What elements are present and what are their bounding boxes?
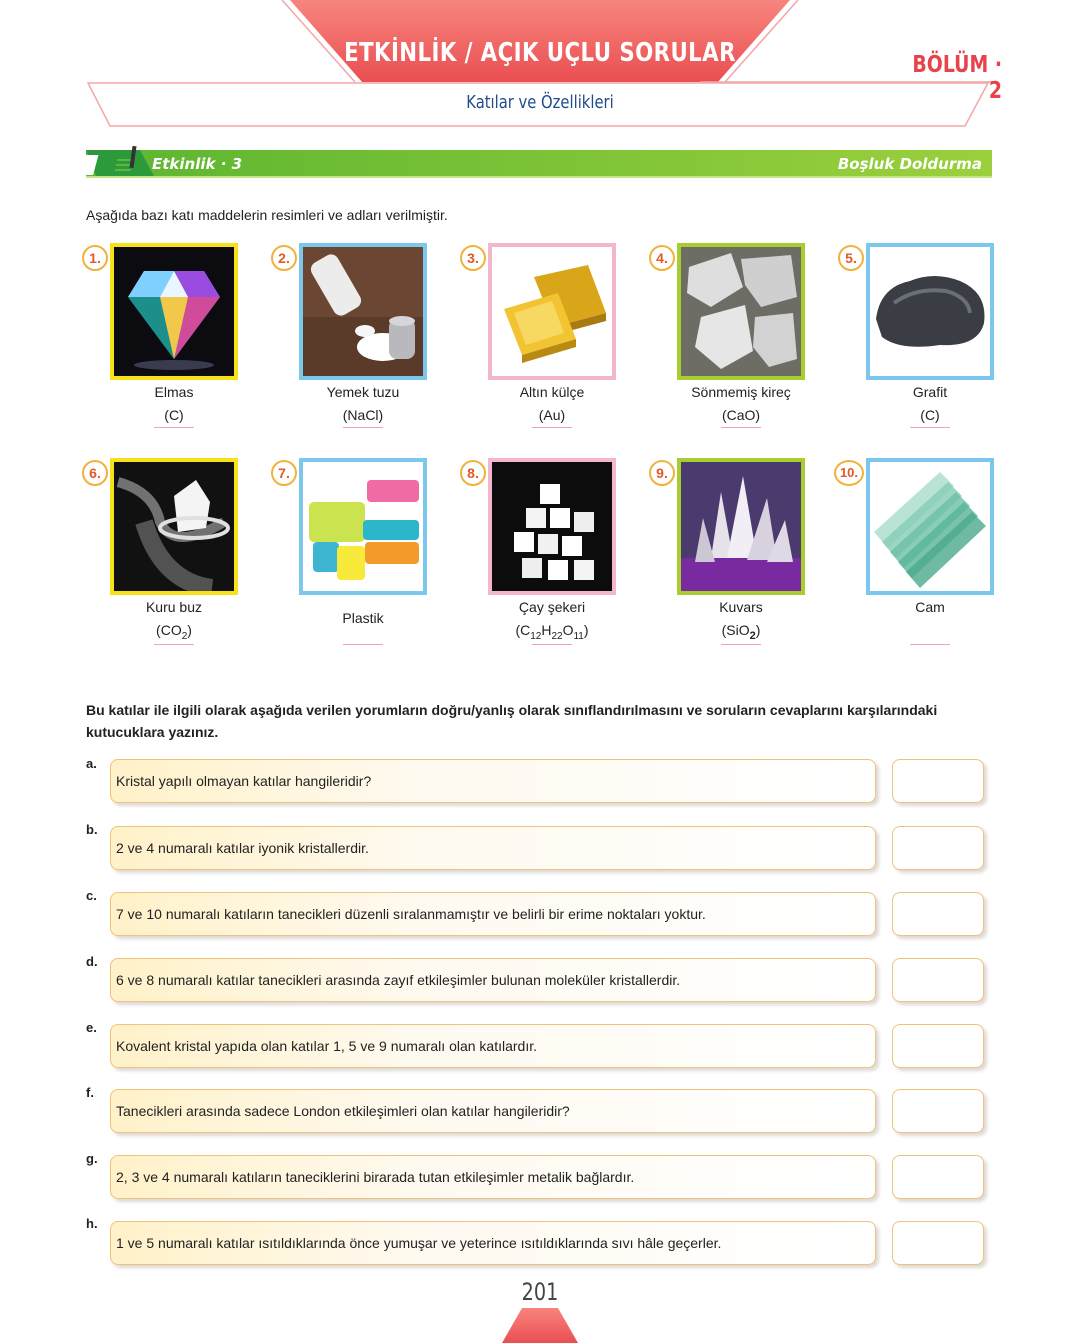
diamond-image <box>110 243 238 380</box>
gold-bar-image <box>488 243 616 380</box>
underline <box>154 644 194 645</box>
question-letter: f. <box>86 1085 94 1100</box>
answer-box[interactable] <box>892 1089 984 1133</box>
salt-image <box>299 243 427 380</box>
question-letter: b. <box>86 822 98 837</box>
solid-number: 9. <box>649 460 675 486</box>
underline <box>343 644 383 645</box>
intro-text: Aşağıda bazı katı maddelerin resimleri ve adları verilmiştir. <box>86 207 448 223</box>
solid-number: 1. <box>82 245 108 271</box>
question-text: Tanecikleri arasında sadece London etkileşimleri olan katılar hangileridir? <box>116 1103 570 1119</box>
underline <box>154 427 194 428</box>
question-box <box>110 759 876 803</box>
question-letter: d. <box>86 954 98 969</box>
chapter-label: BÖLÜM · 2 <box>912 52 1002 104</box>
solid-name: Altın külçe <box>519 384 585 400</box>
underline <box>721 644 761 645</box>
underline <box>532 427 572 428</box>
quartz-image <box>677 458 805 595</box>
question-letter: a. <box>86 756 97 771</box>
question-text: 2 ve 4 numaralı katılar iyonik kristallerdir. <box>116 840 369 856</box>
solid-name: Elmas <box>154 384 194 400</box>
solid-number: 7. <box>271 460 297 486</box>
solid-number: 10. <box>834 460 864 486</box>
question-box <box>110 958 876 1002</box>
question-letter: c. <box>86 888 97 903</box>
plastic-containers-image <box>299 458 427 595</box>
underline <box>532 644 572 645</box>
page-header-title: ETKİNLİK / AÇIK UÇLU SORULAR <box>344 38 736 68</box>
solid-formula: (C) <box>164 407 184 423</box>
activity-type: Boşluk Doldurma <box>837 155 982 173</box>
underline <box>910 644 950 645</box>
question-text: Kovalent kristal yapıda olan katılar 1, 5 ve 9 numaralı olan katılardır. <box>116 1038 538 1054</box>
question-box <box>110 1221 876 1265</box>
answer-box[interactable] <box>892 759 984 803</box>
dry-ice-image <box>110 458 238 595</box>
solid-number: 3. <box>460 245 486 271</box>
question-text: 7 ve 10 numaralı katıların tanecikleri düzenli sıralanmamıştır ve belirli bir erime noktaları yoktur. <box>116 906 706 922</box>
solid-number: 6. <box>82 460 108 486</box>
question-box <box>110 826 876 870</box>
solid-name: Kuvars <box>719 599 763 615</box>
question-letter: e. <box>86 1020 97 1035</box>
glass-sheets-image <box>866 458 994 595</box>
instruction-text: Bu katılar ile ilgili olarak aşağıda verilen yorumların doğru/yanlış olarak sınıflandırılmasını ve soruların cevaplarını karşılarındaki kutucuklara yazınız. <box>86 702 938 740</box>
solid-number: 5. <box>838 245 864 271</box>
answer-box[interactable] <box>892 826 984 870</box>
question-letter: g. <box>86 1151 98 1166</box>
solid-formula: (NaCl) <box>342 407 384 423</box>
question-text: Kristal yapılı olmayan katılar hangileridir? <box>116 773 372 789</box>
question-box <box>110 1089 876 1133</box>
answer-box[interactable] <box>892 1221 984 1265</box>
underline <box>721 427 761 428</box>
quicklime-image <box>677 243 805 380</box>
solid-formula: (SiO$_2$) <box>721 622 761 642</box>
graphite-image <box>866 243 994 380</box>
question-text: 2, 3 ve 4 numaralı katıların taneciklerini birarada tutan etkileşimler metalik bağlardır. <box>116 1169 635 1185</box>
sugar-cubes-image <box>488 458 616 595</box>
solid-formula: (CaO) <box>721 407 761 423</box>
solid-name: Kuru buz <box>145 599 203 615</box>
question-letter: h. <box>86 1216 98 1231</box>
answer-box[interactable] <box>892 958 984 1002</box>
page-number: 201 <box>521 1278 559 1306</box>
answer-box[interactable] <box>892 1024 984 1068</box>
solid-number: 2. <box>271 245 297 271</box>
answer-box[interactable] <box>892 1155 984 1199</box>
underline <box>343 427 383 428</box>
solid-name: Grafit <box>912 384 948 400</box>
footer-decoration <box>500 1308 580 1343</box>
section-subtitle: Katılar ve Özellikleri <box>466 92 614 113</box>
solid-number: 8. <box>460 460 486 486</box>
solid-number: 4. <box>649 245 675 271</box>
solid-formula: $(C_{12}H_{22}O_{11})$ <box>515 622 589 642</box>
solid-name: Cam <box>915 599 945 615</box>
solid-name: Plastik <box>342 610 384 626</box>
underline <box>910 427 950 428</box>
solid-formula: (C) <box>920 407 940 423</box>
solid-formula: (Au) <box>538 407 566 423</box>
question-text: 6 ve 8 numaralı katılar tanecikleri arasında zayıf etkileşimler bulunan moleküler kristallerdir. <box>116 972 681 988</box>
question-text: 1 ve 5 numaralı katılar ısıtıldıklarında önce yumuşar ve yeterince ısıtıldıklarında sıvı hâle geçerler. <box>116 1235 722 1251</box>
solid-name: Yemek tuzu <box>326 384 400 400</box>
solid-name: Çay şekeri <box>518 599 586 615</box>
question-box <box>110 1155 876 1199</box>
solid-name: Sönmemiş kireç <box>691 384 791 400</box>
question-box <box>110 1024 876 1068</box>
solid-formula: $(CO_2)$ <box>156 622 192 642</box>
answer-box[interactable] <box>892 892 984 936</box>
activity-label: Etkinlik · 3 <box>152 155 243 173</box>
question-box <box>110 892 876 936</box>
